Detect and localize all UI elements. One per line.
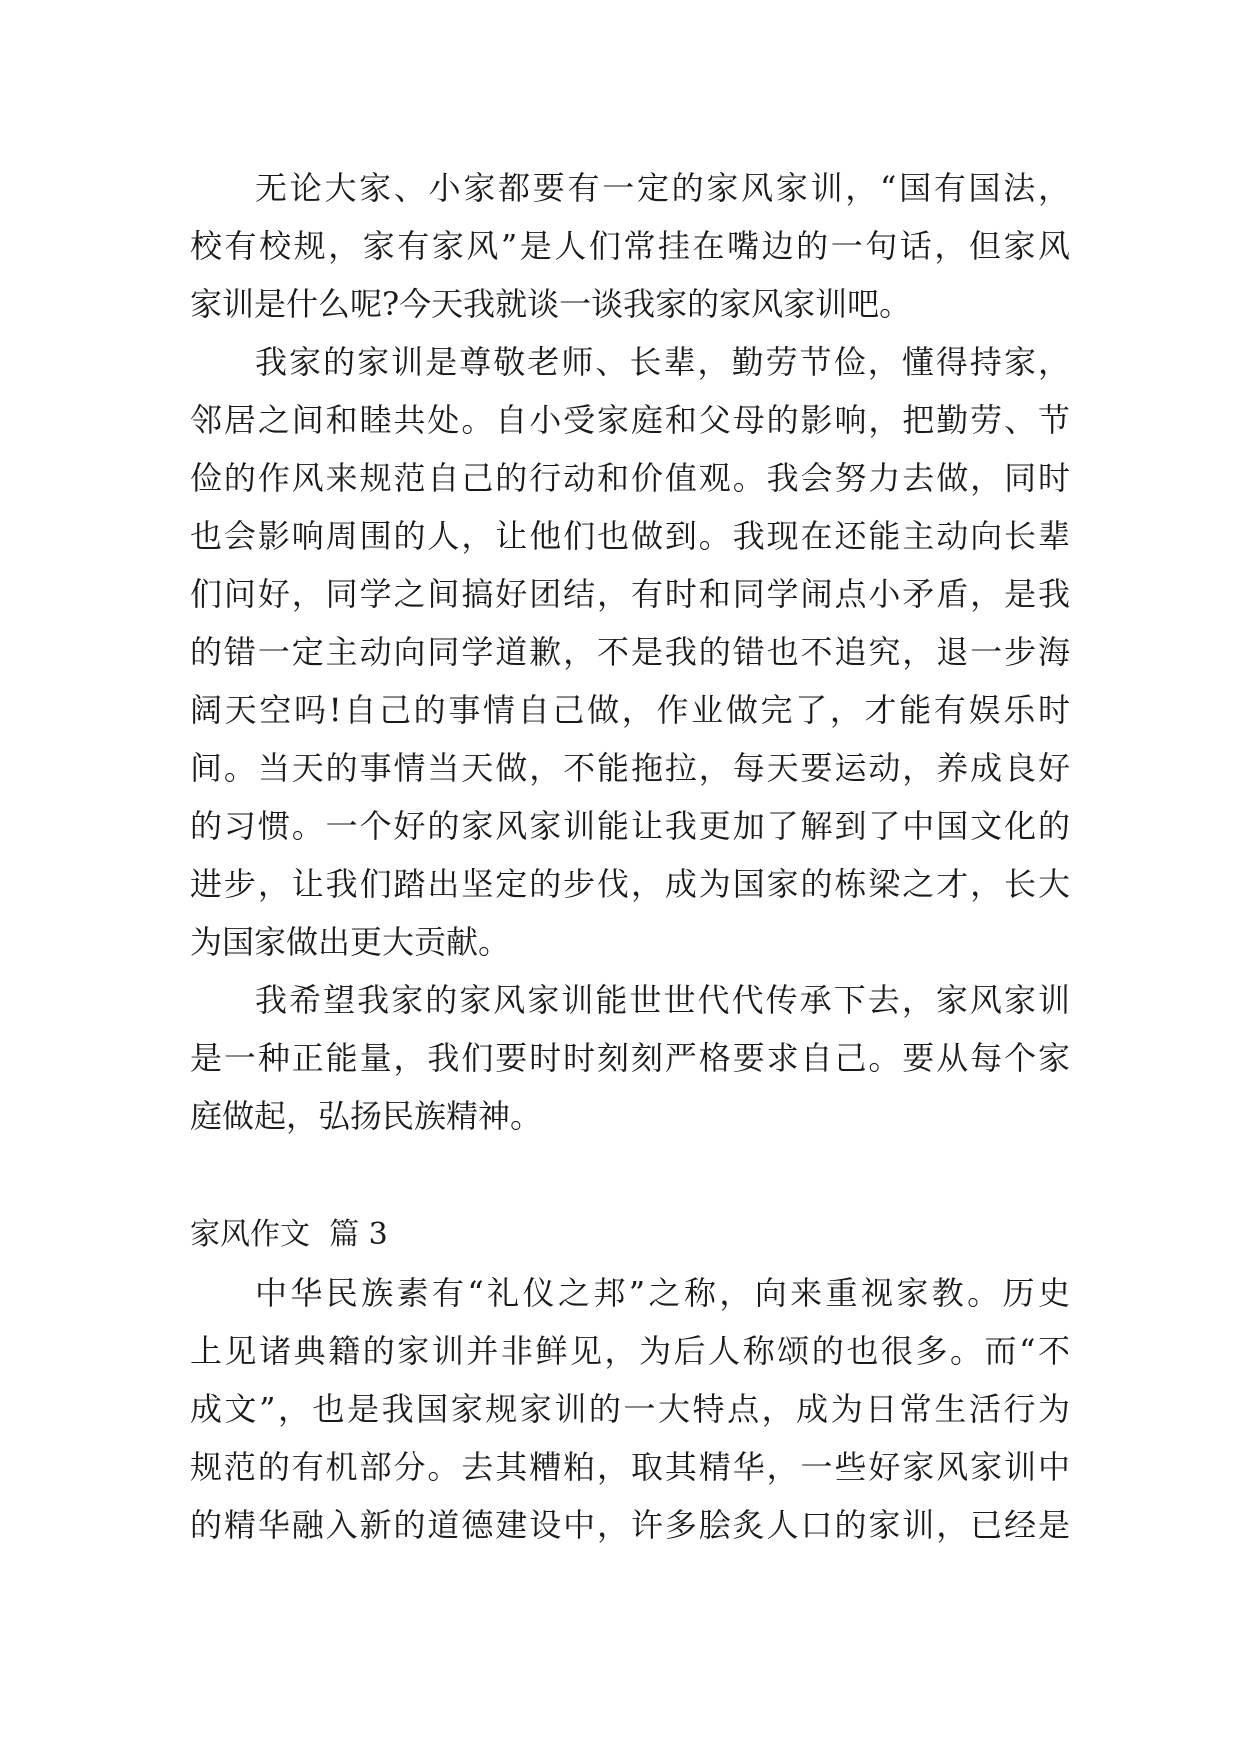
paragraph-4-line-1: 中华民族素有“礼仪之邦”之称，向来重视家教。历史 xyxy=(255,1274,1070,1312)
paragraph-2-line-11: 为国家做出更大贡献。 xyxy=(190,923,511,961)
paragraph-4-line-4: 规范的有机部分。去其糟粕，取其精华，一些好家风家训中 xyxy=(190,1448,1070,1486)
paragraph-2-line-1: 我家的家训是尊敬老师、长辈，勤劳节俭，懂得持家， xyxy=(255,343,1070,381)
paragraph-2-line-4: 也会影响周围的人，让他们也做到。我现在还能主动向长辈 xyxy=(190,517,1070,555)
paragraph-3-line-2: 是一种正能量，我们要时时刻刻严格要求自己。要从每个家 xyxy=(190,1039,1070,1077)
paragraph-2-line-6: 的错一定主动向同学道歉，不是我的错也不追究，退一步海 xyxy=(190,633,1070,671)
paragraph-2-line-7: 阔天空吗!自己的事情自己做，作业做完了，才能有娱乐时 xyxy=(190,691,1070,729)
section-heading: 家风作文 篇 3 xyxy=(190,1217,388,1252)
paragraph-1-line-1: 无论大家、小家都要有一定的家风家训，“国有国法， xyxy=(255,169,1070,207)
paragraph-4-line-5: 的精华融入新的道德建设中，许多脍炙人口的家训，已经是 xyxy=(190,1506,1070,1544)
paragraph-4-line-2: 上见诸典籍的家训并非鲜见，为后人称颂的也很多。而“不 xyxy=(190,1332,1070,1370)
paragraph-2-line-2: 邻居之间和睦共处。自小受家庭和父母的影响，把勤劳、节 xyxy=(190,401,1070,439)
paragraph-1-line-2: 校有校规，家有家风”是人们常挂在嘴边的一句话，但家风 xyxy=(190,227,1070,265)
paragraph-3-line-1: 我希望我家的家风家训能世世代代传承下去，家风家训 xyxy=(255,981,1070,1019)
paragraph-2-line-9: 的习惯。一个好的家风家训能让我更加了解到了中国文化的 xyxy=(190,807,1070,845)
paragraph-2-line-10: 进步，让我们踏出坚定的步伐，成为国家的栋梁之才，长大 xyxy=(190,865,1070,903)
paragraph-1-line-3: 家训是什么呢?今天我就谈一谈我家的家风家训吧。 xyxy=(190,285,912,323)
paragraph-2-line-8: 间。当天的事情当天做，不能拖拉，每天要运动，养成良好 xyxy=(190,749,1070,787)
paragraph-4-line-3: 成文”，也是我国家规家训的一大特点，成为日常生活行为 xyxy=(190,1390,1070,1428)
paragraph-2-line-5: 们问好，同学之间搞好团结，有时和同学闹点小矛盾，是我 xyxy=(190,575,1070,613)
paragraph-3-line-3: 庭做起，弘扬民族精神。 xyxy=(190,1097,543,1135)
paragraph-2-line-3: 俭的作风来规范自己的行动和价值观。我会努力去做，同时 xyxy=(190,459,1070,497)
